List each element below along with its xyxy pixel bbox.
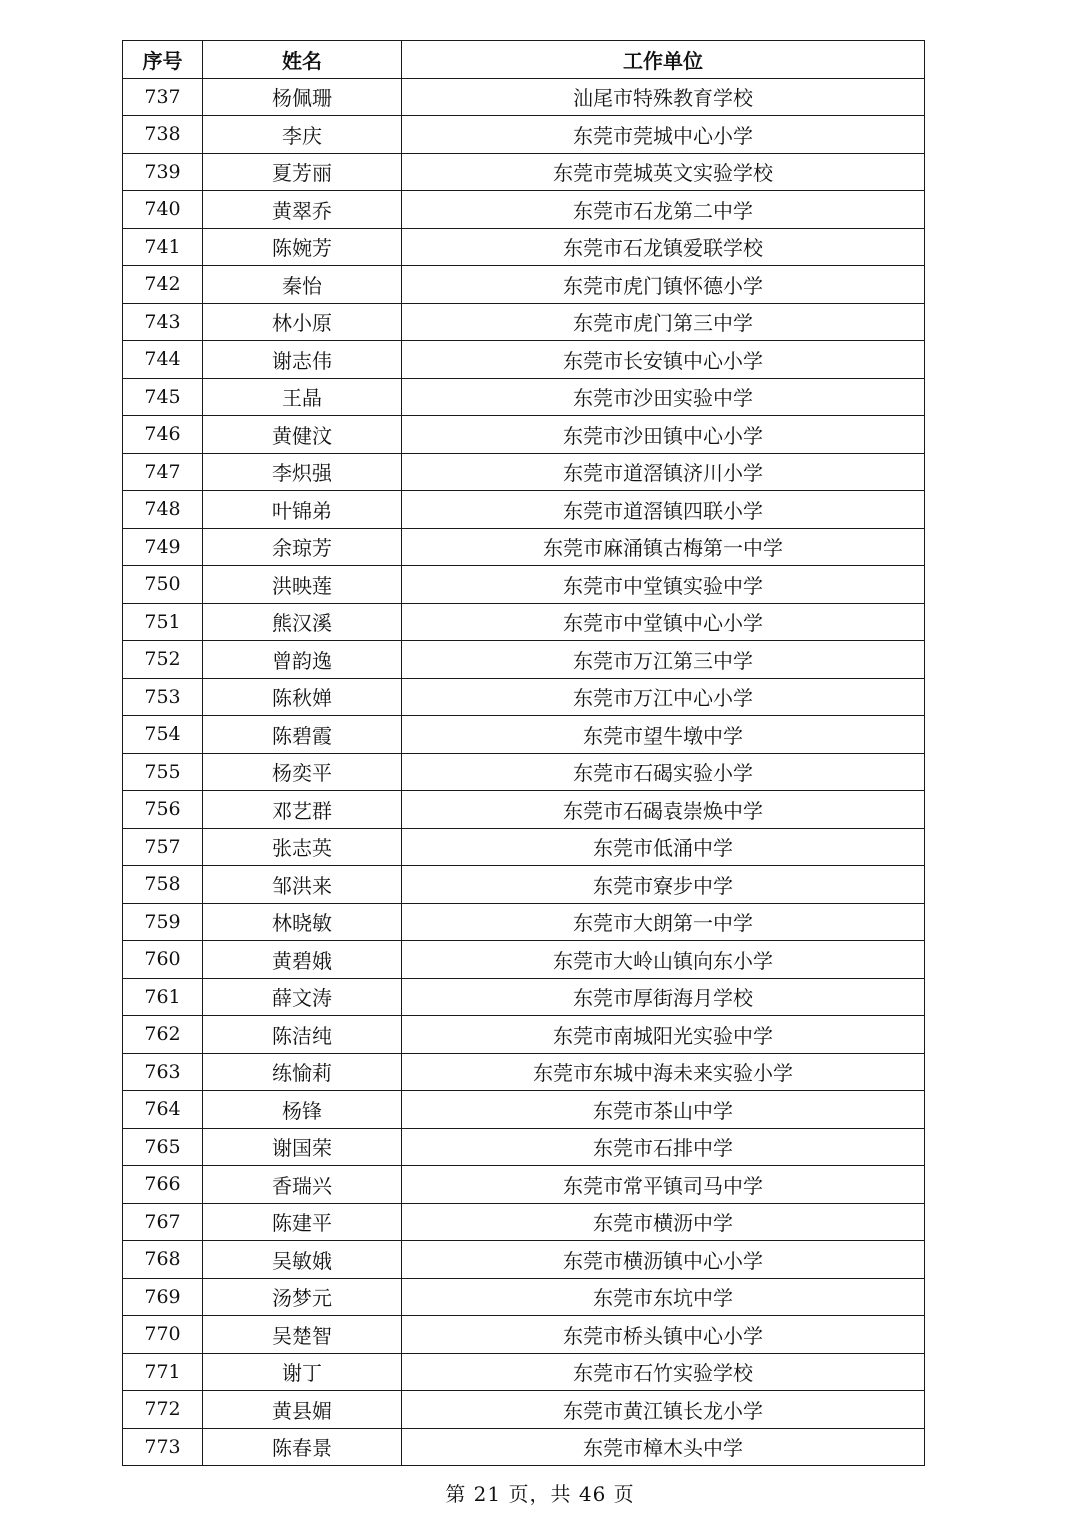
cell-name: 林小原 (203, 303, 402, 341)
cell-serial-number: 766 (123, 1166, 203, 1204)
cell-serial-number: 773 (123, 1428, 203, 1466)
table-row (123, 191, 925, 229)
table-row (123, 978, 925, 1016)
cell-work-unit: 东莞市中堂镇实验中学 (402, 566, 925, 604)
cell-serial-number: 758 (123, 866, 203, 904)
cell-name: 吴楚智 (203, 1316, 402, 1354)
cell-name: 杨锋 (203, 1091, 402, 1129)
cell-name: 李庆 (203, 116, 402, 154)
cell-serial-number: 753 (123, 678, 203, 716)
cell-serial-number: 756 (123, 791, 203, 829)
cell-name: 薛文涛 (203, 978, 402, 1016)
table-header-row (123, 41, 925, 79)
cell-serial-number: 769 (123, 1278, 203, 1316)
table-row (123, 753, 925, 791)
table-row (123, 153, 925, 191)
table-row (123, 903, 925, 941)
cell-name: 陈洁纯 (203, 1016, 402, 1054)
cell-name: 汤梦元 (203, 1278, 402, 1316)
cell-work-unit: 东莞市横沥镇中心小学 (402, 1241, 925, 1279)
cell-work-unit: 东莞市茶山中学 (402, 1091, 925, 1129)
header-serial-number: 序号 (123, 41, 203, 79)
cell-work-unit: 东莞市大朗第一中学 (402, 903, 925, 941)
cell-name: 王晶 (203, 378, 402, 416)
cell-serial-number: 771 (123, 1353, 203, 1391)
cell-serial-number: 759 (123, 903, 203, 941)
cell-work-unit: 东莞市樟木头中学 (402, 1428, 925, 1466)
cell-name: 熊汉溪 (203, 603, 402, 641)
cell-name: 叶锦弟 (203, 491, 402, 529)
cell-name: 邹洪来 (203, 866, 402, 904)
cell-name: 黄县媚 (203, 1391, 402, 1429)
table-row (123, 1091, 925, 1129)
table-row (123, 78, 925, 116)
cell-work-unit: 东莞市麻涌镇古梅第一中学 (402, 528, 925, 566)
cell-serial-number: 746 (123, 416, 203, 454)
cell-work-unit: 东莞市东城中海未来实验小学 (402, 1053, 925, 1091)
table-row (123, 491, 925, 529)
table-row (123, 678, 925, 716)
cell-serial-number: 741 (123, 228, 203, 266)
cell-work-unit: 东莞市东坑中学 (402, 1278, 925, 1316)
table-body (123, 78, 925, 1466)
cell-serial-number: 744 (123, 341, 203, 379)
cell-serial-number: 754 (123, 716, 203, 754)
table-row (123, 1278, 925, 1316)
cell-serial-number: 765 (123, 1128, 203, 1166)
cell-serial-number: 743 (123, 303, 203, 341)
cell-work-unit: 东莞市沙田实验中学 (402, 378, 925, 416)
table-row (123, 341, 925, 379)
table-row (123, 1053, 925, 1091)
header-work-unit: 工作单位 (402, 41, 925, 79)
cell-serial-number: 751 (123, 603, 203, 641)
cell-serial-number: 750 (123, 566, 203, 604)
table-row (123, 1428, 925, 1466)
cell-work-unit: 东莞市虎门镇怀德小学 (402, 266, 925, 304)
table-row (123, 791, 925, 829)
cell-name: 谢志伟 (203, 341, 402, 379)
cell-work-unit: 东莞市道滘镇济川小学 (402, 453, 925, 491)
cell-name: 杨奕平 (203, 753, 402, 791)
page-number-footer: 第 21 页，共 46 页 (445, 1482, 635, 1506)
cell-serial-number: 742 (123, 266, 203, 304)
cell-serial-number: 739 (123, 153, 203, 191)
cell-serial-number: 762 (123, 1016, 203, 1054)
cell-name: 陈建平 (203, 1203, 402, 1241)
cell-serial-number: 761 (123, 978, 203, 1016)
table-row (123, 1391, 925, 1429)
cell-serial-number: 752 (123, 641, 203, 679)
cell-serial-number: 749 (123, 528, 203, 566)
table-row (123, 1166, 925, 1204)
cell-work-unit: 东莞市长安镇中心小学 (402, 341, 925, 379)
cell-work-unit: 东莞市石龙第二中学 (402, 191, 925, 229)
cell-serial-number: 760 (123, 941, 203, 979)
table-row (123, 1128, 925, 1166)
cell-name: 陈婉芳 (203, 228, 402, 266)
table-row (123, 528, 925, 566)
cell-name: 陈春景 (203, 1428, 402, 1466)
table-row (123, 266, 925, 304)
table-row (123, 416, 925, 454)
table-row (123, 1241, 925, 1279)
table-row (123, 116, 925, 154)
cell-name: 吴敏娥 (203, 1241, 402, 1279)
cell-work-unit: 东莞市石排中学 (402, 1128, 925, 1166)
cell-serial-number: 737 (123, 78, 203, 116)
cell-name: 黄翠乔 (203, 191, 402, 229)
table-row (123, 566, 925, 604)
cell-name: 杨佩珊 (203, 78, 402, 116)
cell-work-unit: 东莞市常平镇司马中学 (402, 1166, 925, 1204)
table-row (123, 603, 925, 641)
cell-work-unit: 东莞市低涌中学 (402, 828, 925, 866)
cell-serial-number: 764 (123, 1091, 203, 1129)
cell-name: 夏芳丽 (203, 153, 402, 191)
cell-work-unit: 东莞市黄江镇长龙小学 (402, 1391, 925, 1429)
cell-name: 余琼芳 (203, 528, 402, 566)
cell-name: 洪映莲 (203, 566, 402, 604)
cell-serial-number: 772 (123, 1391, 203, 1429)
cell-serial-number: 767 (123, 1203, 203, 1241)
table-row (123, 1016, 925, 1054)
cell-work-unit: 东莞市道滘镇四联小学 (402, 491, 925, 529)
cell-name: 谢国荣 (203, 1128, 402, 1166)
cell-name: 黄健汶 (203, 416, 402, 454)
table-row (123, 303, 925, 341)
cell-name: 香瑞兴 (203, 1166, 402, 1204)
cell-name: 黄碧娥 (203, 941, 402, 979)
table-row (123, 378, 925, 416)
table-row (123, 641, 925, 679)
cell-name: 练愉莉 (203, 1053, 402, 1091)
cell-serial-number: 738 (123, 116, 203, 154)
cell-work-unit: 东莞市石碣实验小学 (402, 753, 925, 791)
cell-work-unit: 东莞市虎门第三中学 (402, 303, 925, 341)
cell-work-unit: 东莞市横沥中学 (402, 1203, 925, 1241)
cell-work-unit: 汕尾市特殊教育学校 (402, 78, 925, 116)
table-row (123, 828, 925, 866)
cell-work-unit: 东莞市望牛墩中学 (402, 716, 925, 754)
cell-work-unit: 东莞市寮步中学 (402, 866, 925, 904)
cell-name: 陈秋婵 (203, 678, 402, 716)
cell-work-unit: 东莞市沙田镇中心小学 (402, 416, 925, 454)
personnel-table (122, 40, 925, 1466)
cell-serial-number: 740 (123, 191, 203, 229)
cell-work-unit: 东莞市大岭山镇向东小学 (402, 941, 925, 979)
cell-work-unit: 东莞市万江中心小学 (402, 678, 925, 716)
cell-work-unit: 东莞市万江第三中学 (402, 641, 925, 679)
cell-serial-number: 763 (123, 1053, 203, 1091)
cell-serial-number: 747 (123, 453, 203, 491)
cell-name: 谢丁 (203, 1353, 402, 1391)
cell-name: 陈碧霞 (203, 716, 402, 754)
table-row (123, 1316, 925, 1354)
cell-work-unit: 东莞市石龙镇爱联学校 (402, 228, 925, 266)
table-row (123, 1353, 925, 1391)
cell-work-unit: 东莞市南城阳光实验中学 (402, 1016, 925, 1054)
table-row (123, 228, 925, 266)
header-name: 姓名 (203, 41, 402, 79)
cell-serial-number: 768 (123, 1241, 203, 1279)
cell-serial-number: 757 (123, 828, 203, 866)
cell-name: 邓艺群 (203, 791, 402, 829)
cell-work-unit: 东莞市中堂镇中心小学 (402, 603, 925, 641)
cell-name: 林晓敏 (203, 903, 402, 941)
cell-name: 李炽强 (203, 453, 402, 491)
table-row (123, 716, 925, 754)
cell-work-unit: 东莞市厚街海月学校 (402, 978, 925, 1016)
table-row (123, 866, 925, 904)
cell-name: 张志英 (203, 828, 402, 866)
cell-serial-number: 755 (123, 753, 203, 791)
cell-name: 秦怡 (203, 266, 402, 304)
cell-work-unit: 东莞市桥头镇中心小学 (402, 1316, 925, 1354)
cell-serial-number: 748 (123, 491, 203, 529)
cell-name: 曾韵逸 (203, 641, 402, 679)
table-row (123, 941, 925, 979)
cell-work-unit: 东莞市石竹实验学校 (402, 1353, 925, 1391)
cell-work-unit: 东莞市莞城中心小学 (402, 116, 925, 154)
cell-work-unit: 东莞市莞城英文实验学校 (402, 153, 925, 191)
cell-work-unit: 东莞市石碣袁崇焕中学 (402, 791, 925, 829)
table-row (123, 453, 925, 491)
cell-serial-number: 745 (123, 378, 203, 416)
cell-serial-number: 770 (123, 1316, 203, 1354)
table-row (123, 1203, 925, 1241)
